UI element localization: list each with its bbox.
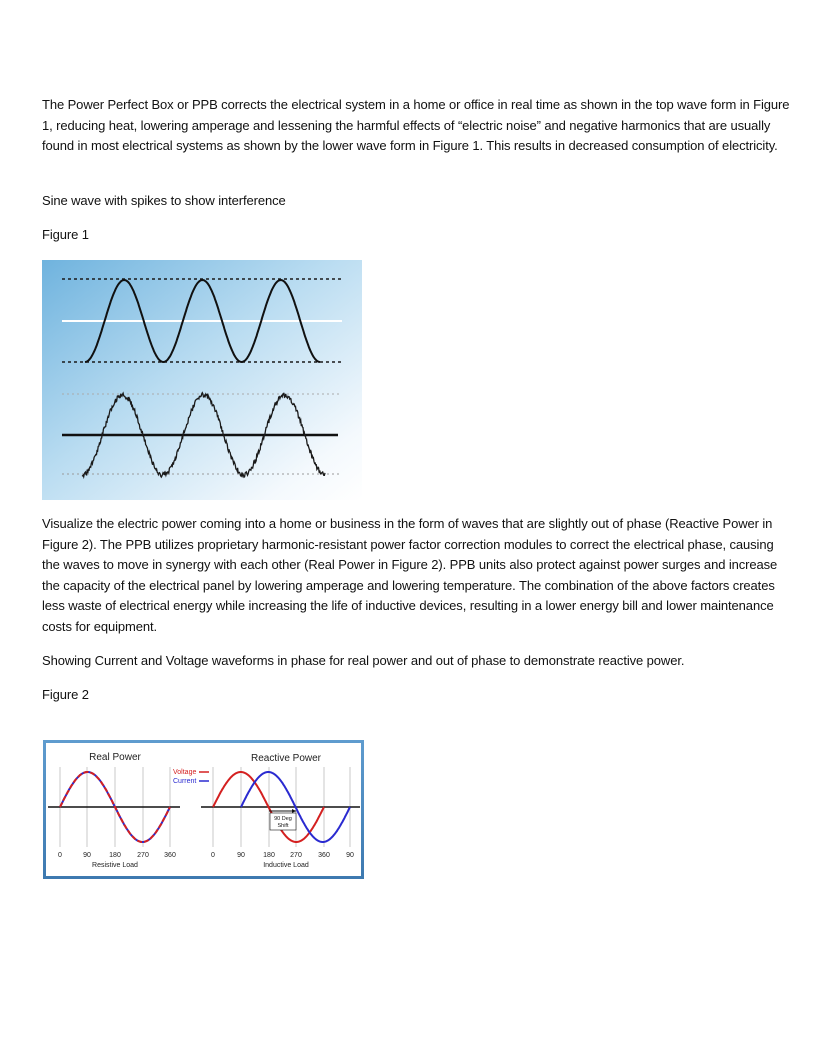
legend-current-label: Current bbox=[173, 778, 197, 785]
tick-label: 360 bbox=[318, 852, 330, 859]
tick-label: 360 bbox=[164, 852, 176, 859]
tick-label: 0 bbox=[211, 852, 215, 859]
tick-label: 90 bbox=[237, 852, 245, 859]
figure2-power-image bbox=[43, 740, 364, 879]
real-xlabel: Resistive Load bbox=[92, 862, 138, 869]
intro-paragraph: The Power Perfect Box or PPB corrects the electrical system in a home or office in real time as shown in the top wave form in Figure 1, reducing heat, lowering amperage and lessening the harmful effects of “electric noise” and negative harmonics that are usually found in most electrical systems as shown by the lower wave form in Figure 1. This results in decreased consumption of electricity. bbox=[42, 97, 790, 154]
reactive-power-title: Reactive Power bbox=[250, 753, 322, 764]
tick-label: 180 bbox=[263, 852, 275, 859]
tick-label: 270 bbox=[290, 852, 302, 859]
tick-label: 270 bbox=[137, 852, 149, 859]
figure1-label: Figure 1 bbox=[42, 227, 89, 242]
figure2-caption: Showing Current and Voltage waveforms in phase for real power and out of phase to demonstrate reactive power. bbox=[42, 653, 685, 668]
tick-label: 90 bbox=[346, 852, 354, 859]
phase-shift-line1: 90 Deg bbox=[274, 816, 292, 822]
tick-label: 0 bbox=[58, 852, 62, 859]
phase-shift-line2: Shift bbox=[277, 823, 289, 829]
real-power-title: Real Power bbox=[89, 752, 141, 763]
tick-label: 180 bbox=[109, 852, 121, 859]
figure1-caption: Sine wave with spikes to show interference bbox=[42, 193, 286, 208]
body-paragraph: Visualize the electric power coming into a home or business in the form of waves that are slightly out of phase (Reactive Power in Figure 2). The PPB utilizes proprietary harmonic-resistant power factor correction modules to correct the electrical phase, causing the waves to move in synergy with each other (Real Power in Figure 2). PPB units also protect against power surges and increase the capacity of the electrical panel by lowering amperage and lowering temperature. The combination of the above factors creates less waste of electrical energy while increasing the life of inductive devices, resulting in a lower energy bill and lower maintenance costs for equipment. bbox=[42, 516, 778, 634]
reactive-xlabel: Inductive Load bbox=[263, 862, 309, 869]
figure1-waveform-image bbox=[42, 260, 362, 500]
tick-label: 90 bbox=[83, 852, 91, 859]
legend-voltage-label: Voltage bbox=[173, 769, 197, 776]
figure2-label: Figure 2 bbox=[42, 687, 89, 702]
